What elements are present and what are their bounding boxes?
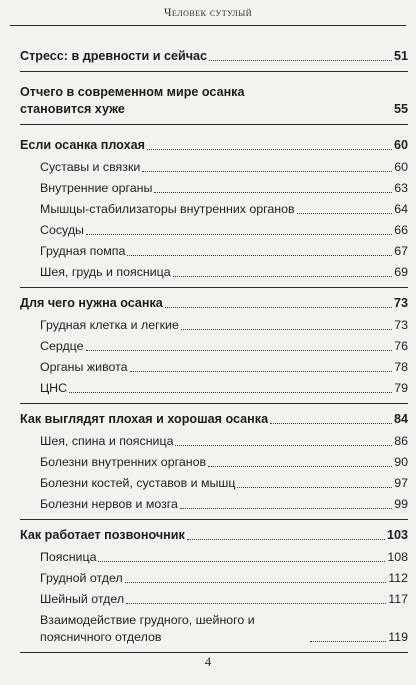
dot-leader (98, 561, 385, 562)
toc-item[interactable] (40, 549, 408, 566)
toc-page-number: 67 (394, 244, 408, 258)
toc-page-number: 79 (394, 381, 408, 395)
dot-leader (270, 423, 392, 424)
page-number: 4 (204, 654, 212, 669)
toc-item-title: Мышцы-стабилизаторы внутренних органов (40, 202, 295, 216)
toc-page-number: 64 (394, 202, 408, 216)
chapter-divider (20, 403, 408, 404)
toc-page-number: 73 (393, 296, 408, 310)
toc-item[interactable] (40, 201, 408, 218)
toc-page-number: 84 (393, 412, 408, 426)
dot-leader (175, 445, 392, 446)
dot-leader (187, 539, 385, 540)
toc-item-title: Суставы и связки (40, 160, 141, 174)
dot-leader (86, 350, 393, 351)
toc-item[interactable] (40, 380, 408, 397)
page-header (0, 0, 416, 26)
toc-page-number: 73 (394, 318, 408, 332)
toc-page-number: 90 (394, 455, 408, 469)
dot-leader (173, 276, 393, 277)
toc-item-title: Грудная клетка и легкие (40, 318, 179, 332)
dot-leader (310, 641, 386, 642)
toc-item[interactable] (40, 159, 408, 176)
toc-item[interactable] (40, 338, 408, 355)
toc-item-title: Болезни костей, суставов и мышц (40, 476, 236, 490)
toc-item[interactable] (40, 454, 408, 471)
toc-item-title: Сосуды (40, 223, 84, 237)
toc-page-number: 55 (393, 102, 408, 116)
toc-item[interactable] (40, 264, 408, 281)
toc-item-title: Сердце (40, 339, 84, 353)
toc-page-number: 66 (394, 223, 408, 237)
toc-item[interactable] (40, 243, 408, 260)
toc-page-number: 60 (394, 160, 408, 174)
toc-page-number: 117 (388, 592, 408, 606)
toc-item-title: Грудной отдел (40, 571, 123, 585)
toc-item-title: Болезни внутренних органов (40, 455, 207, 469)
toc-item[interactable] (40, 222, 408, 239)
dot-leader (165, 307, 392, 308)
toc-page-number: 51 (393, 49, 408, 63)
toc-chapter[interactable] (20, 295, 408, 312)
toc-chapter[interactable] (20, 48, 408, 65)
toc-page-number: 99 (394, 497, 408, 511)
toc-item[interactable] (40, 180, 408, 197)
toc-item[interactable] (40, 317, 408, 334)
toc-item-title: Взаимодействие грудного, шейного и поясничного отделов (40, 613, 255, 644)
toc-chapter-title: Как работает позвоночник (20, 528, 185, 542)
toc-item[interactable] (40, 591, 408, 608)
chapter-divider (20, 287, 408, 288)
toc-item-title: Внутренние органы (40, 181, 153, 195)
toc-page-number: 78 (394, 360, 408, 374)
dot-leader (86, 234, 392, 235)
running-head: Человек сутулый (163, 7, 253, 19)
toc-item-title: Шея, грудь и поясница (40, 265, 171, 279)
toc-item-title: Шейный отдел (40, 592, 125, 606)
toc-item[interactable] (40, 359, 408, 376)
toc-page-number: 108 (387, 550, 408, 564)
header-rule (10, 25, 406, 26)
chapter-divider (20, 71, 408, 72)
toc-item[interactable] (40, 570, 408, 587)
toc-item-title: Шея, спина и поясница (40, 434, 174, 448)
chapter-divider (20, 124, 408, 125)
toc-chapter[interactable] (20, 527, 408, 544)
toc-page-number: 112 (388, 571, 408, 585)
dot-leader (130, 371, 393, 372)
toc-item-title: Поясница (40, 550, 97, 564)
dot-leader (69, 392, 392, 393)
toc-page-number: 97 (394, 476, 408, 490)
toc-item[interactable] (40, 496, 408, 513)
toc-item[interactable] (40, 433, 408, 450)
toc-item[interactable] (40, 475, 408, 492)
dot-leader (180, 508, 392, 509)
dot-leader (154, 192, 392, 193)
dot-leader (209, 60, 392, 61)
toc-chapter-title: Для чего нужна осанка (20, 296, 163, 310)
dot-leader (314, 113, 392, 114)
dot-leader (297, 213, 393, 214)
dot-leader (127, 255, 392, 256)
toc-item-title: Органы живота (40, 360, 128, 374)
dot-leader (237, 487, 392, 488)
toc-chapter[interactable] (20, 137, 408, 154)
dot-leader (125, 582, 387, 583)
toc-item-title: Грудная помпа (40, 244, 126, 258)
toc-page-number: 119 (388, 630, 408, 644)
toc-page-number: 69 (394, 265, 408, 279)
toc-page-number: 86 (394, 434, 408, 448)
toc-page-number: 63 (394, 181, 408, 195)
toc-item[interactable] (40, 612, 408, 646)
dot-leader (181, 329, 392, 330)
table-of-contents (20, 48, 408, 653)
dot-leader (208, 466, 392, 467)
toc-page-number: 76 (394, 339, 408, 353)
chapter-divider (20, 519, 408, 520)
toc-page-number: 60 (393, 138, 408, 152)
toc-item-title: ЦНС (40, 381, 68, 395)
dot-leader (126, 603, 386, 604)
toc-page-number: 103 (386, 528, 408, 542)
dot-leader (142, 171, 392, 172)
toc-chapter[interactable] (20, 411, 408, 428)
toc-chapter[interactable] (20, 84, 408, 118)
dot-leader (147, 149, 392, 150)
toc-chapter-title: Если осанка плохая (20, 138, 145, 152)
toc-item-title: Болезни нервов и мозга (40, 497, 178, 511)
toc-chapter-title: Отчего в современном мире осанка становится хуже (20, 85, 245, 116)
toc-chapter-title: Стресс: в древности и сейчас (20, 49, 208, 63)
toc-chapter-title: Как выглядят плохая и хорошая осанка (20, 412, 269, 426)
chapter-divider (20, 652, 408, 653)
